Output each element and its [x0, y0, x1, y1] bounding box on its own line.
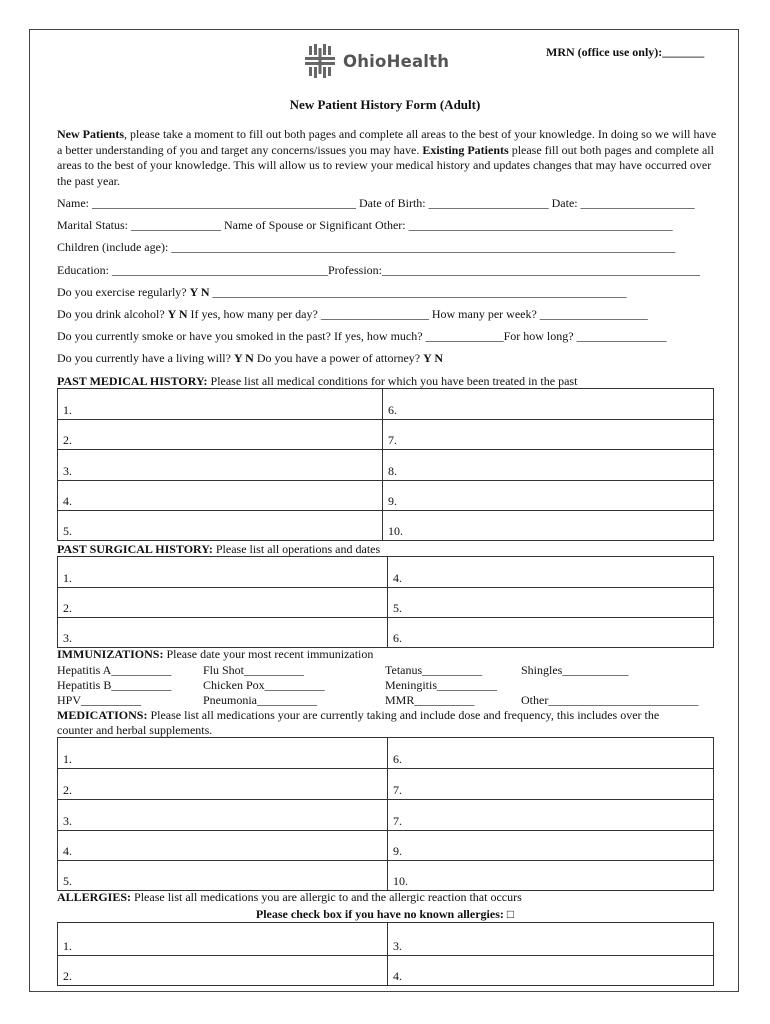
- imm-shingles[interactable]: Shingles___________: [521, 663, 629, 677]
- past-medical-cell[interactable]: 3.: [58, 450, 383, 481]
- past-medical-cell[interactable]: 6.: [383, 389, 714, 420]
- mrn-field[interactable]: MRN (office use only):_______: [546, 45, 705, 59]
- table-row: [58, 557, 714, 588]
- past-medical-cell[interactable]: 9.: [383, 481, 714, 511]
- poa-yn[interactable]: Y N: [423, 351, 444, 365]
- alcohol-yn[interactable]: Y N: [167, 307, 188, 321]
- children-line[interactable]: Children (include age): ____________________________________________________________________________________: [57, 240, 676, 254]
- imm-meningitis[interactable]: Meningitis__________: [385, 678, 498, 692]
- past-surgical-cell[interactable]: 2.: [58, 588, 388, 618]
- past-surgical-cell[interactable]: 3.: [58, 618, 388, 648]
- allergy-cell[interactable]: 4.: [388, 956, 714, 986]
- past-medical-heading: [57, 374, 577, 389]
- table-row: [58, 769, 714, 800]
- medication-cell[interactable]: 1.: [58, 738, 388, 769]
- poa-question: Do you have a power of attorney?: [253, 351, 421, 365]
- marital-line[interactable]: Marital Status: _______________ Name of Spouse or Significant Other: ____________________________________________: [57, 218, 673, 232]
- living-will-question: Do you currently have a living will?: [57, 351, 231, 365]
- medication-cell[interactable]: 2.: [58, 769, 388, 800]
- past-surgical-cell[interactable]: 5.: [388, 588, 714, 618]
- past-medical-cell[interactable]: 4.: [58, 481, 383, 511]
- intro-text-1: , please take a moment to fill out both pages and complete all areas to the best of your knowledge. In doing so we will have a better understanding of you and target any concerns/issues you may have.: [57, 127, 717, 157]
- ohiohealth-logo-icon: [303, 44, 337, 78]
- past-medical-text: Please list all medical conditions for which you have been treated in the past: [207, 374, 578, 388]
- past-medical-label: PAST MEDICAL HISTORY:: [57, 374, 208, 388]
- table-row: [58, 588, 714, 618]
- medications-heading: [57, 708, 659, 723]
- past-surgical-text: Please list all operations and dates: [212, 542, 381, 556]
- medication-cell[interactable]: 10.: [388, 861, 714, 891]
- past-medical-cell[interactable]: 1.: [58, 389, 383, 420]
- past-surgical-cell[interactable]: 6.: [388, 618, 714, 648]
- exercise-blank[interactable]: _____________________________________________________________________: [209, 285, 627, 299]
- medication-cell[interactable]: 5.: [58, 861, 388, 891]
- immunizations-heading: [57, 647, 373, 662]
- living-will-line[interactable]: [57, 351, 443, 366]
- form-title: New Patient History Form (Adult): [289, 97, 481, 112]
- alcohol-line[interactable]: [57, 307, 648, 322]
- smoke-line[interactable]: Do you currently smoke or have you smoked in the past? If yes, how much? _____________For how long? _______________: [57, 329, 667, 343]
- education-line[interactable]: Education: ____________________________________Profession:_____________________________________________________: [57, 263, 700, 277]
- immunizations-label: IMMUNIZATIONS:: [57, 647, 164, 661]
- exercise-line[interactable]: [57, 285, 627, 300]
- table-row: [58, 738, 714, 769]
- medication-cell[interactable]: 4.: [58, 831, 388, 861]
- imm-hpv[interactable]: HPV__________: [57, 693, 142, 707]
- existing-patients-label: Existing Patients: [422, 142, 509, 157]
- medication-cell[interactable]: 9.: [388, 831, 714, 861]
- medication-cell[interactable]: 3.: [58, 800, 388, 831]
- imm-hepatitis-b[interactable]: Hepatitis B__________: [57, 678, 172, 692]
- past-medical-cell[interactable]: 2.: [58, 420, 383, 450]
- table-row: [58, 831, 714, 861]
- living-will-yn[interactable]: Y N: [233, 351, 254, 365]
- medication-cell[interactable]: 7.: [388, 769, 714, 800]
- table-row: [58, 481, 714, 511]
- past-surgical-cell[interactable]: 4.: [388, 557, 714, 588]
- imm-pneumonia[interactable]: Pneumonia__________: [203, 693, 317, 707]
- table-row: [58, 956, 714, 986]
- past-medical-table: [57, 388, 714, 541]
- ohiohealth-logo: [303, 44, 449, 78]
- imm-other[interactable]: Other_________________________: [521, 693, 699, 707]
- new-patients-label: New Patients: [57, 127, 124, 141]
- table-row: [58, 511, 714, 541]
- imm-flu-shot[interactable]: Flu Shot__________: [203, 663, 305, 677]
- past-surgical-cell[interactable]: 1.: [58, 557, 388, 588]
- past-medical-cell[interactable]: 5.: [58, 511, 383, 541]
- table-row: [58, 420, 714, 450]
- allergy-cell[interactable]: 1.: [58, 923, 388, 956]
- imm-mmr[interactable]: MMR__________: [385, 693, 475, 707]
- immunizations-text: Please date your most recent immunization: [163, 647, 374, 661]
- medications-text: Please list all medications your are currently taking and include dose and frequency, this includes over the: [147, 708, 660, 722]
- table-row: [58, 618, 714, 648]
- no-known-allergies-checkbox[interactable]: Please check box if you have no known allergies: □: [255, 907, 515, 921]
- alcohol-followup[interactable]: If yes, how many per day? __________________ How many per week? __________________: [187, 307, 648, 321]
- alcohol-question: Do you drink alcohol?: [57, 307, 165, 321]
- imm-tetanus[interactable]: Tetanus__________: [385, 663, 483, 677]
- medication-cell[interactable]: 6.: [388, 738, 714, 769]
- name-line[interactable]: Name: ____________________________________________ Date of Birth: ____________________ Date: ___________________: [57, 196, 695, 210]
- allergies-heading: [57, 890, 522, 905]
- past-medical-cell[interactable]: 10.: [383, 511, 714, 541]
- table-row: [58, 800, 714, 831]
- past-surgical-table: [57, 556, 714, 648]
- medications-table: [57, 737, 714, 891]
- allergies-text: Please list all medications you are allergic to and the allergic reaction that occurs: [131, 890, 522, 904]
- intro-paragraph: [57, 127, 717, 189]
- intro-text-2: please fill out both pages and complete all areas to the best of your knowledge. This will allow us to review your medical history and updates changes that may have occurred over the past year.: [57, 142, 714, 188]
- medication-cell[interactable]: 7.: [388, 800, 714, 831]
- imm-hepatitis-a[interactable]: Hepatitis A__________: [57, 663, 172, 677]
- exercise-question: Do you exercise regularly?: [57, 285, 187, 299]
- past-surgical-heading: [57, 542, 380, 557]
- brand-name: OhioHealth: [343, 51, 450, 71]
- allergy-cell[interactable]: 3.: [388, 923, 714, 956]
- allergies-table: [57, 922, 714, 986]
- table-row: [58, 450, 714, 481]
- exercise-yn[interactable]: Y N: [189, 285, 210, 299]
- allergy-cell[interactable]: 2.: [58, 956, 388, 986]
- medications-subtext: counter and herbal supplements.: [57, 723, 213, 737]
- table-row: [58, 861, 714, 891]
- medications-label: MEDICATIONS:: [57, 708, 148, 722]
- allergies-label: ALLERGIES:: [57, 890, 132, 904]
- table-row: [58, 923, 714, 956]
- imm-chicken-pox[interactable]: Chicken Pox__________: [203, 678, 325, 692]
- past-medical-cell[interactable]: 7.: [383, 420, 714, 450]
- table-row: [58, 389, 714, 420]
- past-surgical-label: PAST SURGICAL HISTORY:: [57, 542, 213, 556]
- past-medical-cell[interactable]: 8.: [383, 450, 714, 481]
